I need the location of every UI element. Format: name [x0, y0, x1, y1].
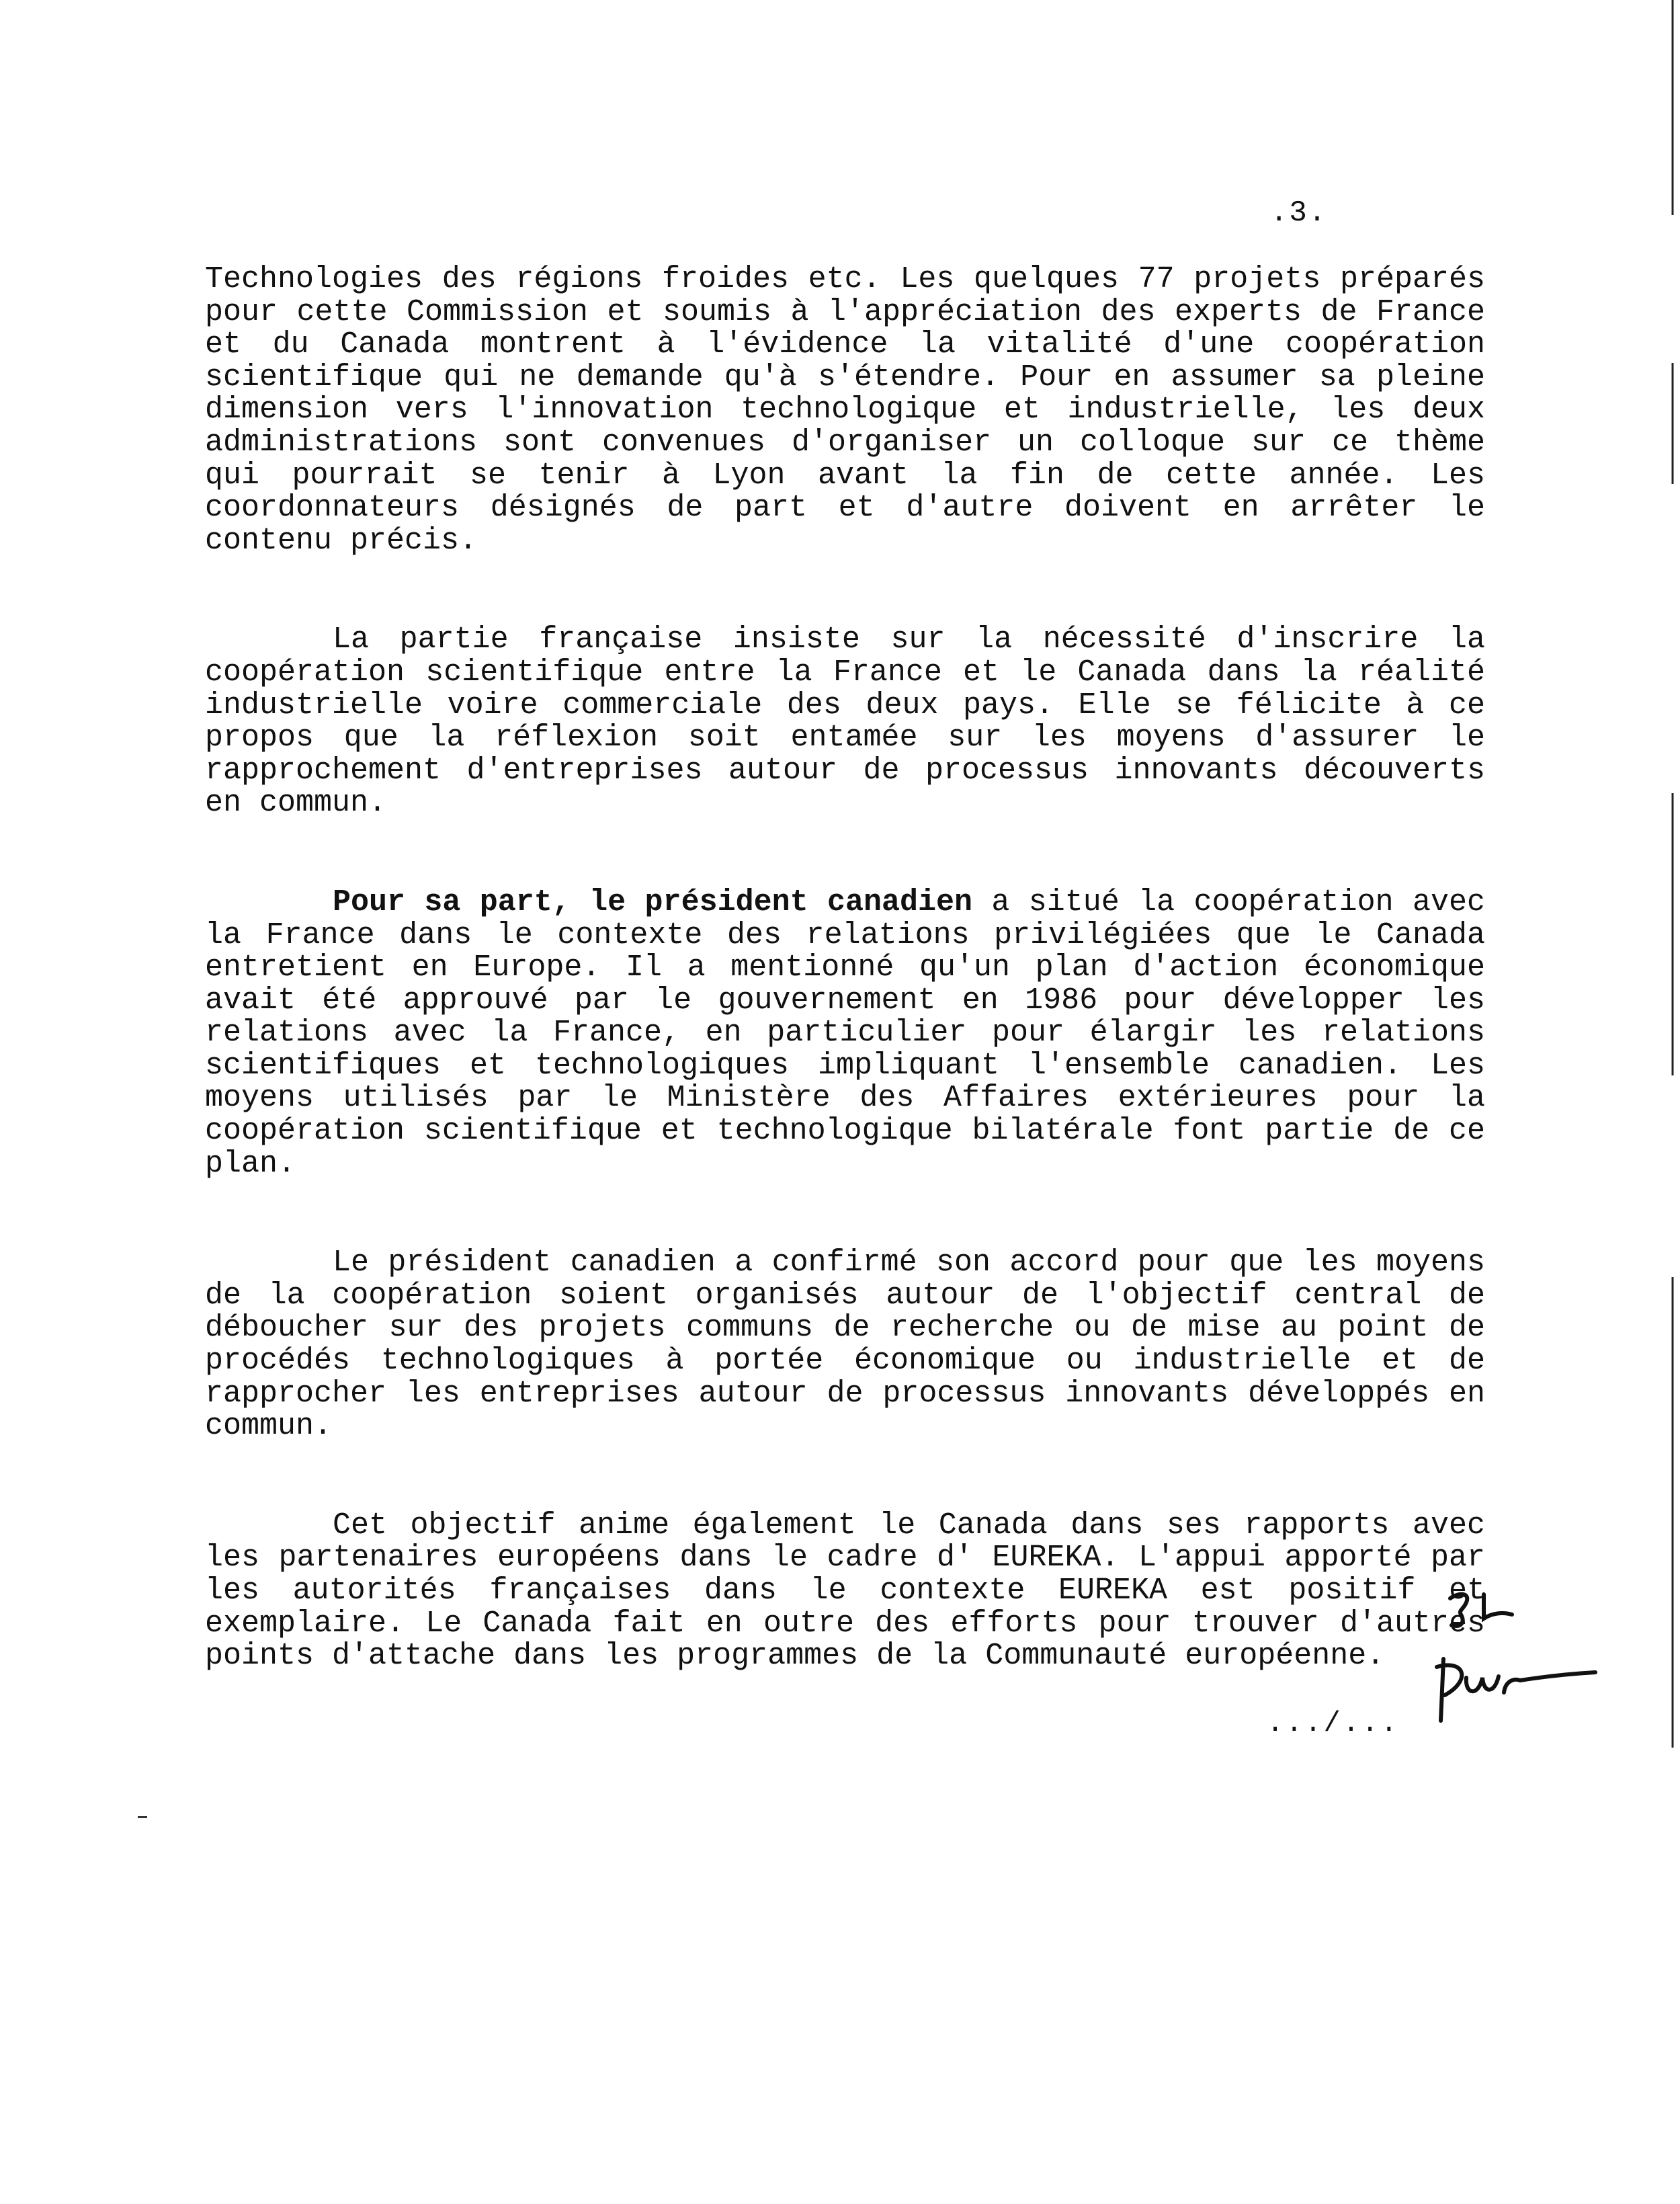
- paragraph-3: [205, 887, 1485, 1180]
- paragraph-2: [205, 624, 1485, 820]
- scan-edge-line: [1671, 0, 1675, 1748]
- document-body: [205, 263, 1485, 1740]
- handwritten-initials-jl: [1445, 1586, 1519, 1633]
- paragraph-text: a situé la coopération avec la France dans le contexte des relations privilégiées que le Canada entretient en Europe. Il a mentionné qu'un plan d'action économique avait été approuvé par le gouvernement en 1986 pour développer les relations avec la France, en particulier pour élargir les relations scientifiques et technologiques impliquant l'ensemble canadien. Les moyens utilisés par le Ministère des Affaires extérieures pour la coopération scientifique et technologique bilatérale font partie de ce plan.: [205, 885, 1485, 1181]
- paragraph-text: Cet objectif anime également le Canada dans ses rapports avec les partenaires européens dans le cadre d' EUREKA. L'appui apporté par les autorités françaises dans le contexte EUREKA est positif et exemplaire. Le Canada fait en outre des efforts pour trouver d'autres points d'attache dans les programmes de la Communauté européenne.: [205, 1508, 1485, 1674]
- continuation-mark: .../...: [1267, 1707, 1400, 1740]
- paragraph-1: [205, 263, 1485, 557]
- page-number: .3.: [1270, 196, 1328, 230]
- scan-speck: [138, 1816, 147, 1818]
- paragraph-text: Le président canadien a confirmé son accord pour que les moyens de la coopération soient organisés autour de l'objectif central de déboucher sur des projets communs de recherche ou de mise au point de procédés technologiques à portée économique ou industrielle et de rapprocher les entreprises autour de processus innovants développés en commun.: [205, 1246, 1485, 1444]
- handwritten-signature: [1431, 1654, 1599, 1727]
- bold-text: Pour sa part, le président canadien: [333, 885, 973, 920]
- paragraph-text: La partie française insiste sur la nécessité d'inscrire la coopération scientifique entre la France et le Canada dans la réalité industrielle voire commerciale des deux pays. Elle se félicite à ce propos que la réflexion soit entamée sur les moyens d'assurer le rapprochement d'entreprises autour de processus innovants découverts en commun.: [205, 622, 1485, 821]
- paragraph-text: Technologies des régions froides etc. Les quelques 77 projets préparés pour cette Commission et soumis à l'appréciation des experts de France et du Canada montrent à l'évidence la vitalité d'une coopération scientifique qui ne demande qu'à s'étendre. Pour en assumer sa pleine dimension vers l'innovation technologique et industrielle, les deux administrations sont convenues d'organiser un colloque sur ce thème qui pourrait se tenir à Lyon avant la fin de cette année. Les coordonnateurs désignés de part et d'autre doivent en arrêter le contenu précis.: [205, 262, 1485, 558]
- paragraph-5: [205, 1510, 1485, 1673]
- paragraph-4: [205, 1247, 1485, 1443]
